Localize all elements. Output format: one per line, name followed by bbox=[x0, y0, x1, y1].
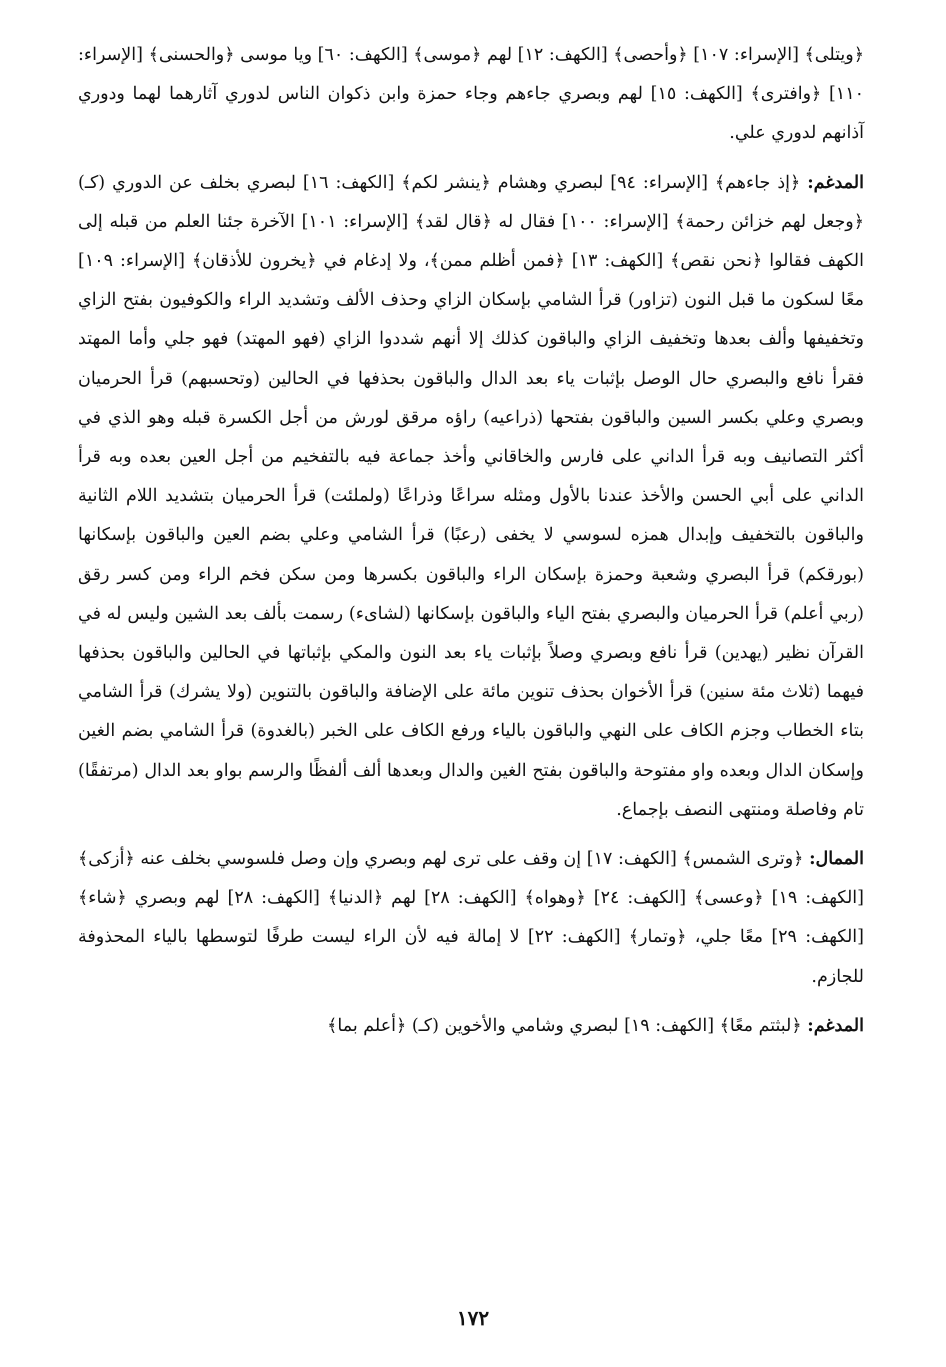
section-label-mudgham: المدغم: bbox=[807, 172, 864, 193]
paragraph-3 bbox=[78, 840, 864, 997]
paragraph-4 bbox=[78, 1007, 864, 1046]
page-number: ١٧٢ bbox=[456, 1306, 490, 1330]
paragraph-1-text: ﴿ويتلى﴾ [الإسراء: ١٠٧] ﴿وأحصى﴾ [الكهف: ١٢] لهم ﴿موسى﴾ [الكهف: ٦٠] ويا موسى ﴿والحسنى﴾ [الإسراء: ١١٠] ﴿وافترى﴾ [الكهف: ١٥] لهم وبصري جاءهم وجاء حمزة وابن ذكوان الناس لدوري آثارهما لهما ودوري آذانهم لدوري علي. bbox=[78, 45, 864, 144]
paragraph-4-text: ﴿لبثتم معًا﴾ [الكهف: ١٩] لبصري وشامي والأخوين (كـ) ﴿أعلم بما﴾ bbox=[327, 1015, 802, 1036]
paragraph-2 bbox=[78, 164, 864, 830]
section-label-mumal: الممال: bbox=[809, 849, 864, 870]
paragraph-3-text: ﴿وترى الشمس﴾ [الكهف: ١٧] إن وقف على ترى لهم وبصري وإن وصل فلسوسي بخلف عنه ﴿أزكى﴾ [الكهف: ١٩] ﴿وعسى﴾ [الكهف: ٢٤] ﴿وهواه﴾ [الكهف: ٢٨] لهم ﴿الدنيا﴾ [الكهف: ٢٨] لهم وبصري ﴿شاء﴾ [الكهف: ٢٩] معًا جلي، ﴿وتمار﴾ [الكهف: ٢٢] لا إمالة فيه لأن الراء ليست طرفًا لتوسطها بالياء المحذوفة للجازم. bbox=[78, 849, 864, 987]
paragraph-1 bbox=[78, 36, 864, 154]
paragraph-2-text: ﴿إذ جاءهم﴾ [الإسراء: ٩٤] لبصري وهشام ﴿ينشر لكم﴾ [الكهف: ١٦] لبصري بخلف عن الدوري (كـ) ﴿وجعل لهم خزائن رحمة﴾ [الإسراء: ١٠٠] فقال له ﴿قال لقد﴾ [الإسراء: ١٠١] الآخرة جئنا العلم من قبله إلى الكهف فقالوا ﴿نحن نقص﴾ [الكهف: ١٣] ﴿فمن أظلم ممن﴾، ولا إدغام في ﴿يخرون للأذقان﴾ [الإسراء: ١٠٩] معًا لسكون ما قبل النون (تزاور) قرأ الشامي بإسكان الزاي وحذف الألف وتشديد الراء والكوفيون بفتح الزاي وتخفيفها وألف بعدها وتخفيف الزاي والباقون كذلك إلا أنهم شددوا الزاي (فهو المهتد) فهو جلي وأما المهتد فقرأ نافع والبصري حال الوصل بإثبات ياء بعد الدال والباقون بحذفها في الحالين (وتحسبهم) قرأ الحرميان وبصري وعلي بكسر السين والباقون بفتحها (ذراعيه) راؤه مرقق لورش من أجل الكسرة قبله وهو الذي في أكثر التصانيف وبه قرأ الداني على فارس والخاقاني وأخذ جماعة فيه بالتفخيم من أجل العين بعده وبه قرأ الداني على أبي الحسن والأخذ عندنا بالأول ومثله سراعًا وذراعًا (ولملئت) قرأ الحرميان بتشديد اللام الثانية والباقون بالتخفيف وإبدال همزه لسوسي لا يخفى (رعبًا) قرأ الشامي وعلي بضم العين والباقون بإسكانها (بورقكم) قرأ البصري وشعبة وحمزة بإسكان الراء والباقون بكسرها ومن سكن فخم الراء ومن كسر رقق (ربي أعلم) قرأ الحرميان والبصري بفتح الياء والباقون بإسكانها (لشاىء) رسمت بألف بعد الشين وليس له في القرآن نظير (يهدين) قرأ نافع وبصري وصلاً بإثبات ياء بعد النون والمكي بإثباتها في الحالين والباقون بحذفها فيهما (ثلاث مئة سنين) قرأ الأخوان بحذف تنوين مائة على الإضافة والباقون بالتنوين (ولا يشرك) قرأ الشامي بتاء الخطاب وجزم الكاف على النهي والباقون بالياء ورفع الكاف على الخبر (بالغدوة) قرأ الشامي بضم الغين وإسكان الدال وبعده واو مفتوحة والباقون بفتح الغين والدال وبعدها ألف ألفظًا والرسم بواو بعد الدال (مرتفقًا) تام وفاصلة ومنتهى النصف بإجماع. bbox=[78, 172, 865, 820]
section-label-mudgham-2: المدغم: bbox=[807, 1015, 864, 1036]
